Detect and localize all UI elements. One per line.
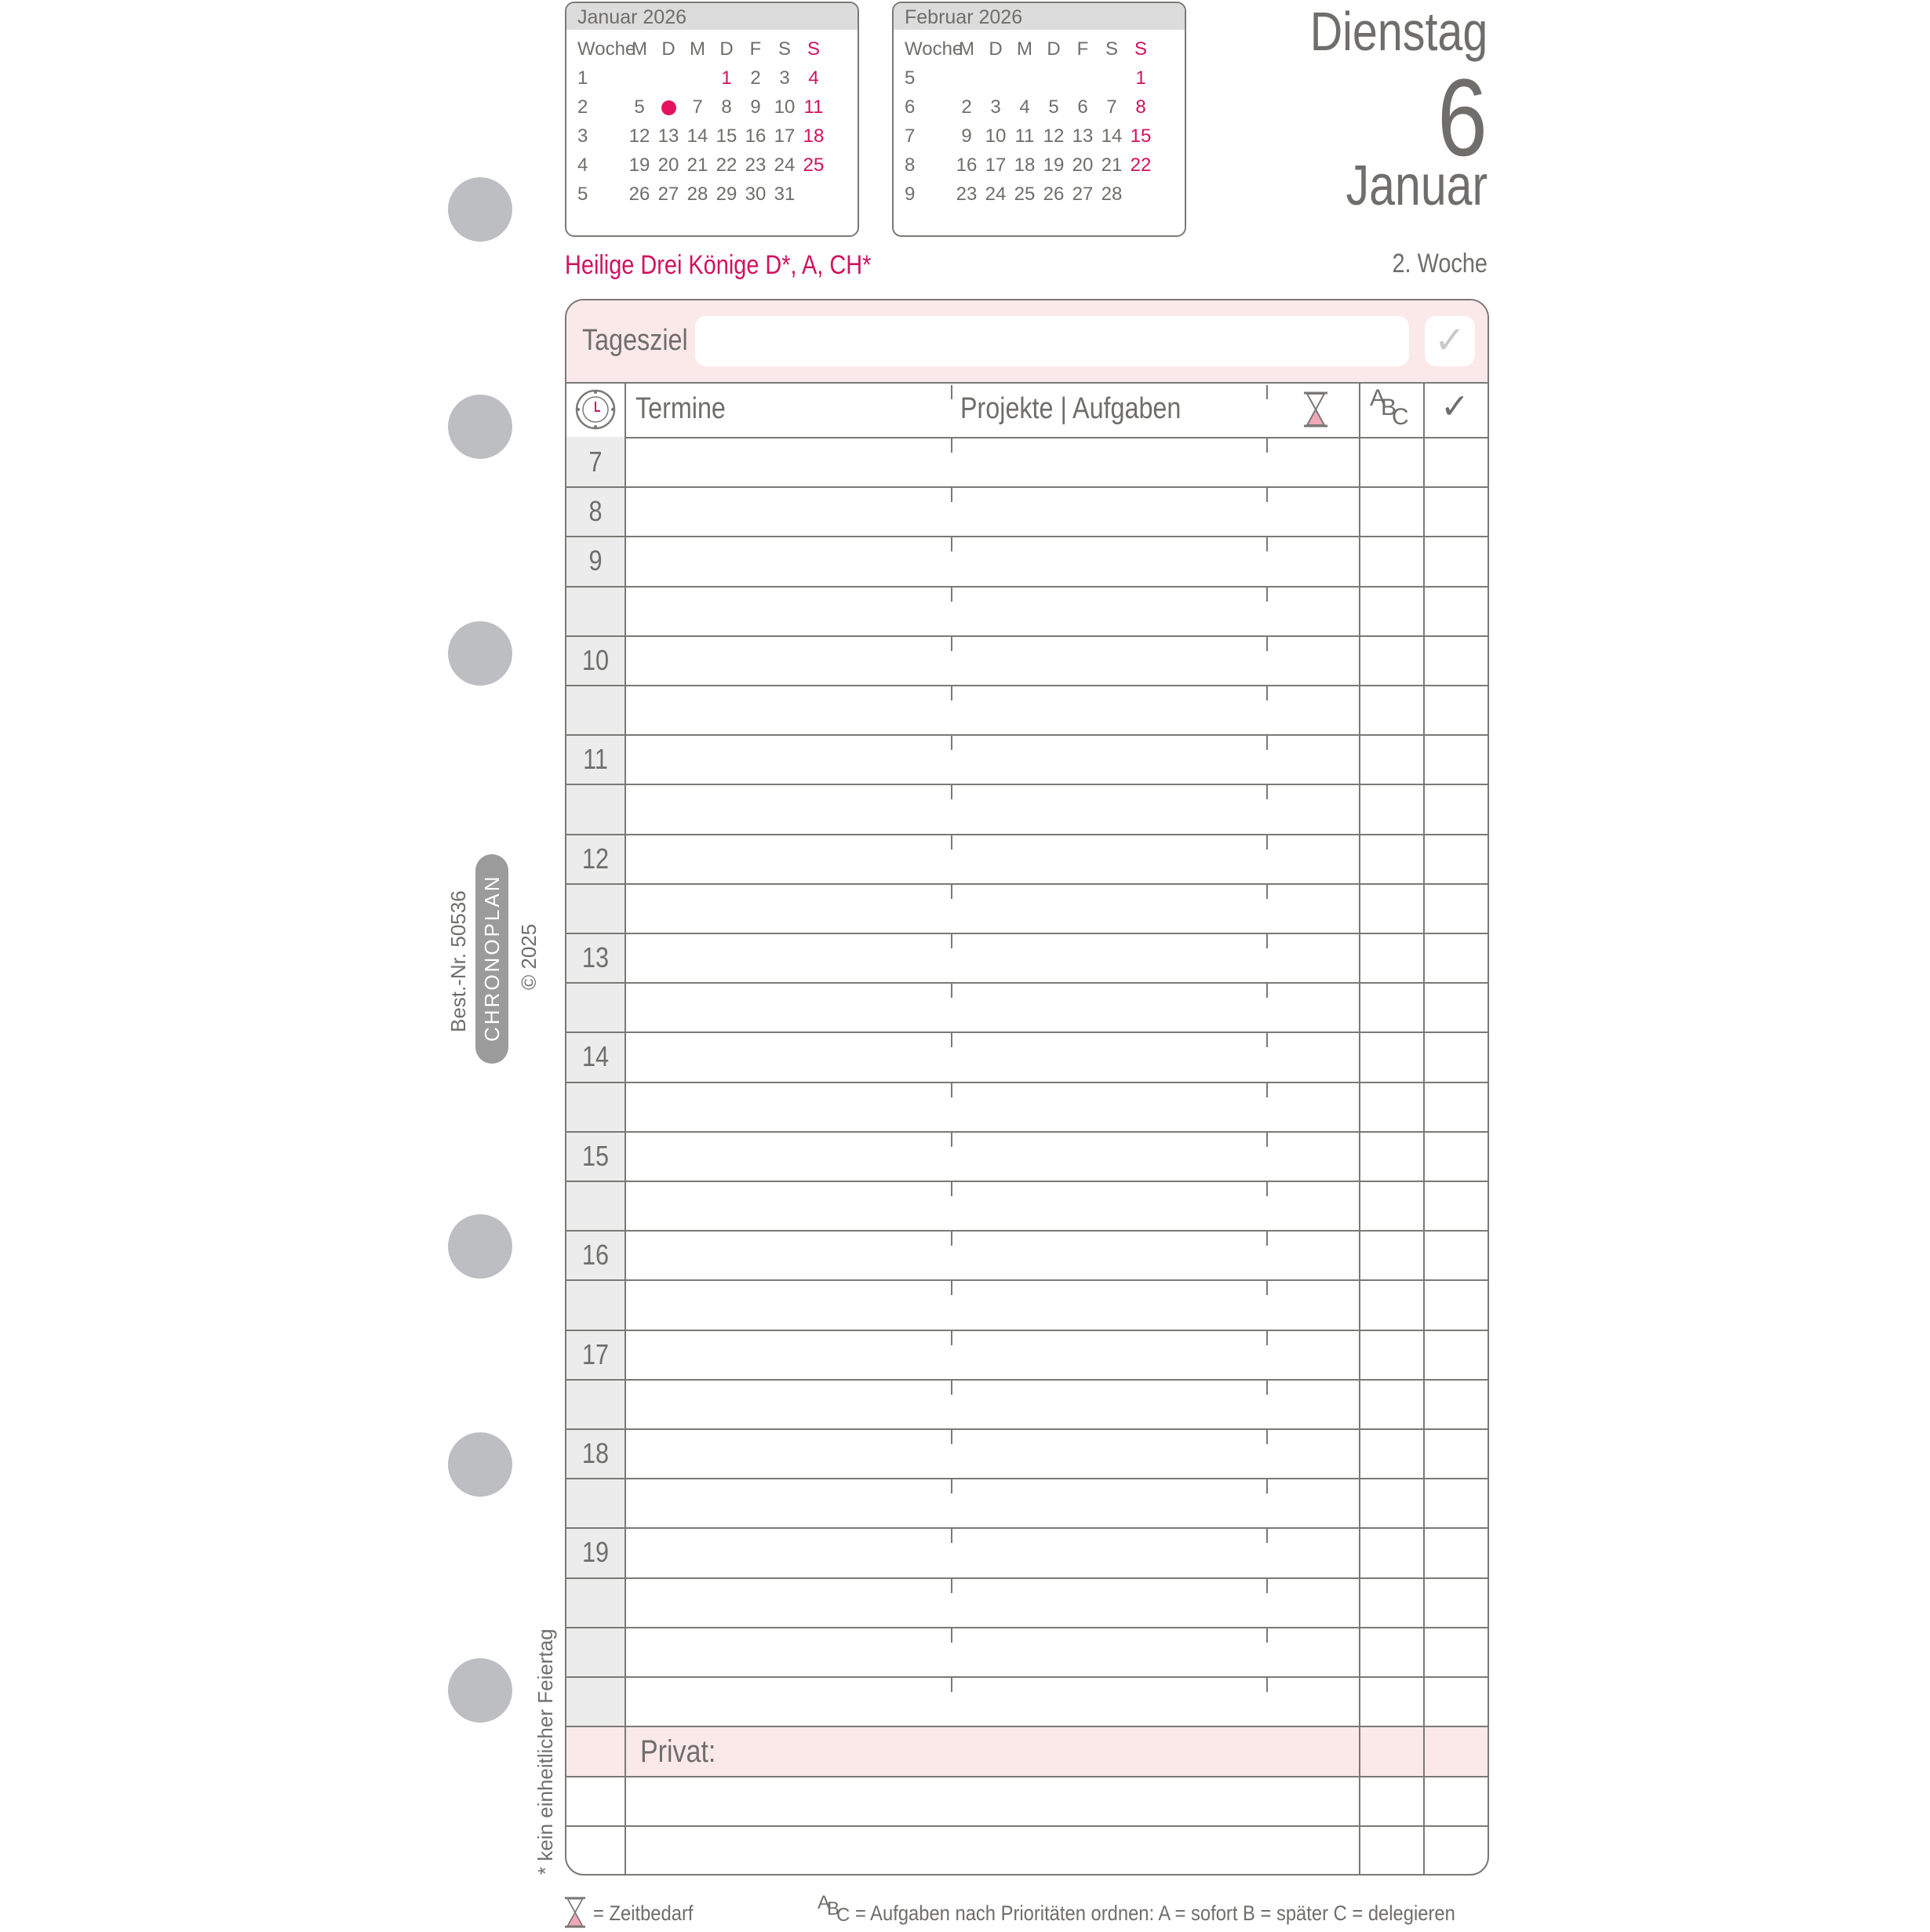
calendar-day: 9 xyxy=(750,96,761,118)
time-slot[interactable] xyxy=(626,1479,1359,1526)
time-slot[interactable] xyxy=(626,588,1359,634)
calendar-day: 9 xyxy=(961,126,972,147)
calendar-day: 8 xyxy=(1135,96,1146,118)
week-number: 6 xyxy=(905,96,916,118)
footer-abc-icon: A B C xyxy=(818,1892,850,1926)
calendar-day: 31 xyxy=(774,184,796,205)
calendar-day: 27 xyxy=(1072,184,1094,205)
calendar-day: 28 xyxy=(686,184,708,205)
hour-label: 11 xyxy=(583,743,608,776)
day-name: Dienstag xyxy=(1309,1,1488,62)
mini-calendar-week xyxy=(894,122,1185,151)
column-tick xyxy=(951,385,952,399)
weekday-header: F xyxy=(749,38,762,60)
hour-label: 15 xyxy=(581,1139,610,1172)
calendar-day: 12 xyxy=(1043,126,1065,147)
tagesziel-field[interactable] xyxy=(695,316,1409,366)
mini-calendar-january xyxy=(565,2,859,237)
hourglass-icon xyxy=(1302,391,1329,428)
binder-hole xyxy=(448,621,512,686)
binder-hole xyxy=(448,1432,512,1497)
grid-divider xyxy=(1423,1726,1425,1874)
weekday-header: S xyxy=(1105,38,1118,60)
calendar-day: 3 xyxy=(779,67,790,89)
calendar-day: 11 xyxy=(803,96,824,118)
weekday-header: M xyxy=(1017,38,1032,60)
hour-label: 14 xyxy=(581,1040,610,1073)
calendar-day: 18 xyxy=(1014,155,1036,176)
week-number: 4 xyxy=(577,155,588,176)
calendar-day: 15 xyxy=(716,126,737,147)
time-slot[interactable] xyxy=(626,736,1359,782)
time-slot[interactable] xyxy=(626,1628,1359,1675)
weekday-header: M xyxy=(959,38,974,60)
hour-label: 10 xyxy=(581,643,610,676)
mini-calendar-header-row xyxy=(894,35,1185,64)
calendar-day: 5 xyxy=(634,96,645,118)
week-number: 3 xyxy=(577,126,588,147)
calendar-day: 6 xyxy=(1077,96,1088,118)
calendar-day: 7 xyxy=(692,96,703,118)
binder-hole xyxy=(448,395,512,459)
day-number: 6 xyxy=(1437,56,1488,179)
hour-label: 12 xyxy=(581,842,610,875)
calendar-day: 25 xyxy=(803,155,825,176)
time-slot[interactable] xyxy=(626,1331,1359,1377)
week-number: 5 xyxy=(905,67,916,89)
calendar-day: 24 xyxy=(774,155,796,176)
mini-calendar-week xyxy=(566,151,858,180)
mini-calendar-week xyxy=(566,93,858,122)
mini-calendar-week xyxy=(566,122,858,151)
grid-divider xyxy=(1359,1726,1360,1874)
mini-calendar-week xyxy=(566,180,858,209)
calendar-day: 1 xyxy=(721,67,732,89)
time-slot[interactable] xyxy=(626,1579,1359,1625)
copyright: © 2025 xyxy=(517,923,541,990)
weekday-header: S xyxy=(777,38,791,60)
hour-label: 19 xyxy=(581,1536,610,1569)
abc-priority-header: A B C xyxy=(1370,385,1409,430)
time-slot[interactable] xyxy=(626,984,1359,1030)
calendar-day: 17 xyxy=(985,155,1007,176)
holiday-label: Heilige Drei Könige D*, A, CH* xyxy=(565,250,872,280)
calendar-day: 14 xyxy=(686,126,708,147)
time-slot[interactable] xyxy=(626,438,1359,485)
time-slot[interactable] xyxy=(626,637,1359,683)
calendar-day: 21 xyxy=(686,155,708,176)
privat-label: Privat: xyxy=(640,1734,716,1770)
projekte-header: Projekte | Aufgaben xyxy=(960,392,1182,425)
calendar-day: 11 xyxy=(1014,126,1035,147)
time-slot[interactable] xyxy=(626,1281,1359,1327)
day-planner-grid xyxy=(565,299,1489,1876)
time-slot[interactable] xyxy=(626,1678,1359,1724)
hour-label: 7 xyxy=(588,446,603,478)
column-tick xyxy=(1266,385,1268,399)
time-slot[interactable] xyxy=(626,1232,1359,1278)
calendar-day: 13 xyxy=(1072,126,1094,147)
footer-abc-legend: = Aufgaben nach Prioritäten ordnen: A = sofort B = später C = delegieren xyxy=(855,1901,1455,1925)
calendar-day: 29 xyxy=(716,184,737,205)
tagesziel-label: Tagesziel xyxy=(582,324,688,357)
calendar-day: 7 xyxy=(1106,96,1117,118)
calendar-day: 16 xyxy=(956,155,978,176)
calendar-day: 23 xyxy=(956,184,978,205)
calendar-day: 18 xyxy=(803,126,825,147)
calendar-day: 20 xyxy=(1072,155,1094,176)
weekday-header: D xyxy=(1047,38,1061,60)
hour-line xyxy=(566,1825,1488,1827)
footer-zeitbedarf: = Zeitbedarf xyxy=(593,1901,694,1925)
brand-name: CHRONOPLAN xyxy=(480,874,504,1042)
hour-label: 9 xyxy=(588,544,603,577)
time-slot[interactable] xyxy=(626,1381,1359,1427)
mini-calendar-week xyxy=(566,64,858,93)
hour-label: 8 xyxy=(588,495,603,528)
column-header-row xyxy=(566,382,1488,438)
calendar-day: 22 xyxy=(1130,155,1152,176)
calendar-day: 16 xyxy=(745,126,767,147)
mini-calendar-week xyxy=(894,180,1185,209)
binder-hole xyxy=(448,1658,512,1723)
mini-calendar-header-row xyxy=(566,35,858,64)
mini-calendar-grid xyxy=(566,35,858,209)
holiday-footnote: * kein einheitlicher Feiertag xyxy=(533,1628,557,1875)
today-dot-icon xyxy=(655,93,682,122)
week-number: 7 xyxy=(905,126,916,147)
calendar-day: 1 xyxy=(1135,67,1146,89)
binder-hole xyxy=(448,1214,512,1279)
week-number: 1 xyxy=(577,67,588,89)
week-header: Woche xyxy=(577,38,636,60)
time-slot[interactable] xyxy=(626,1133,1359,1179)
calendar-day: 4 xyxy=(1019,96,1030,118)
weekday-header: M xyxy=(690,38,705,60)
calendar-day: 2 xyxy=(750,67,761,89)
mini-calendar-title: Januar 2026 xyxy=(566,3,858,30)
calendar-day: 2 xyxy=(961,96,972,118)
time-slot[interactable] xyxy=(626,1430,1359,1476)
week-number: 8 xyxy=(905,155,916,176)
calendar-day: 14 xyxy=(1101,126,1123,147)
time-slot[interactable] xyxy=(626,488,1359,534)
calendar-day: 10 xyxy=(985,126,1007,147)
calendar-day: 19 xyxy=(628,155,650,176)
clock-icon xyxy=(574,388,617,431)
mini-calendar-february xyxy=(892,2,1186,237)
mini-calendar-grid xyxy=(894,35,1185,209)
month-name: Januar xyxy=(1346,155,1488,217)
calendar-day: 25 xyxy=(1014,184,1036,205)
weekday-header: S xyxy=(1134,38,1147,60)
grid-divider xyxy=(1359,382,1360,1874)
privat-row xyxy=(566,1727,1488,1776)
time-slot[interactable] xyxy=(626,1033,1359,1079)
time-slot[interactable] xyxy=(626,885,1359,931)
binder-hole xyxy=(448,177,512,242)
mini-calendar-week xyxy=(894,64,1185,93)
weekday-header: D xyxy=(719,38,734,60)
tagesziel-check-icon[interactable]: ✓ xyxy=(1425,316,1475,366)
calendar-day: 20 xyxy=(657,155,679,176)
calendar-day: 21 xyxy=(1101,155,1123,176)
calendar-day: 26 xyxy=(628,184,650,205)
weekday-header: D xyxy=(661,38,676,60)
tagesziel-row xyxy=(566,300,1488,384)
hour-label: 13 xyxy=(581,941,610,973)
calendar-day: 23 xyxy=(745,155,767,176)
calendar-day: 13 xyxy=(657,126,679,147)
calendar-day: 17 xyxy=(774,126,796,147)
calendar-day: 5 xyxy=(1048,96,1059,118)
done-check-icon: ✓ xyxy=(1440,387,1469,426)
hourglass-icon xyxy=(563,1897,587,1928)
weekday-header: D xyxy=(989,38,1003,60)
calendar-day: 22 xyxy=(716,155,737,176)
week-label: 2. Woche xyxy=(1392,249,1488,278)
calendar-day: 3 xyxy=(990,96,1001,118)
calendar-day: 12 xyxy=(628,126,650,147)
calendar-day: 8 xyxy=(721,96,732,118)
week-number: 2 xyxy=(577,96,588,118)
time-slot[interactable] xyxy=(626,835,1359,882)
calendar-day: 19 xyxy=(1043,155,1065,176)
calendar-day: 27 xyxy=(657,184,679,205)
weekday-header: F xyxy=(1076,38,1089,60)
time-slot[interactable] xyxy=(626,1529,1359,1575)
hour-label: 16 xyxy=(581,1239,610,1272)
calendar-day: 4 xyxy=(808,67,819,89)
hour-label: 17 xyxy=(581,1337,610,1370)
time-slot[interactable] xyxy=(626,686,1359,733)
grid-divider xyxy=(1423,382,1425,1874)
calendar-day: 28 xyxy=(1101,184,1123,205)
calendar-day: 26 xyxy=(1043,184,1065,205)
time-slot[interactable] xyxy=(626,1182,1359,1228)
weekday-header: M xyxy=(632,38,647,60)
week-number: 5 xyxy=(577,184,588,205)
mini-calendar-week xyxy=(894,151,1185,180)
grid-divider xyxy=(625,1726,626,1874)
hour-line xyxy=(566,1776,1488,1777)
calendar-day: 24 xyxy=(985,184,1007,205)
mini-calendar-week xyxy=(894,93,1185,122)
time-slot[interactable] xyxy=(626,1083,1359,1130)
time-slot[interactable] xyxy=(626,537,1359,584)
hour-label: 18 xyxy=(581,1437,610,1469)
calendar-day: 10 xyxy=(774,96,796,118)
week-header: Woche xyxy=(905,38,963,60)
time-slot[interactable] xyxy=(626,785,1359,831)
week-number: 9 xyxy=(905,184,916,205)
weekday-header: S xyxy=(807,38,820,60)
calendar-day: 30 xyxy=(745,184,767,205)
time-slot[interactable] xyxy=(626,934,1359,981)
mini-calendar-title: Februar 2026 xyxy=(894,3,1185,30)
order-number: Best.-Nr. 50536 xyxy=(446,890,470,1032)
termine-header: Termine xyxy=(635,392,726,425)
calendar-day: 15 xyxy=(1130,126,1152,147)
